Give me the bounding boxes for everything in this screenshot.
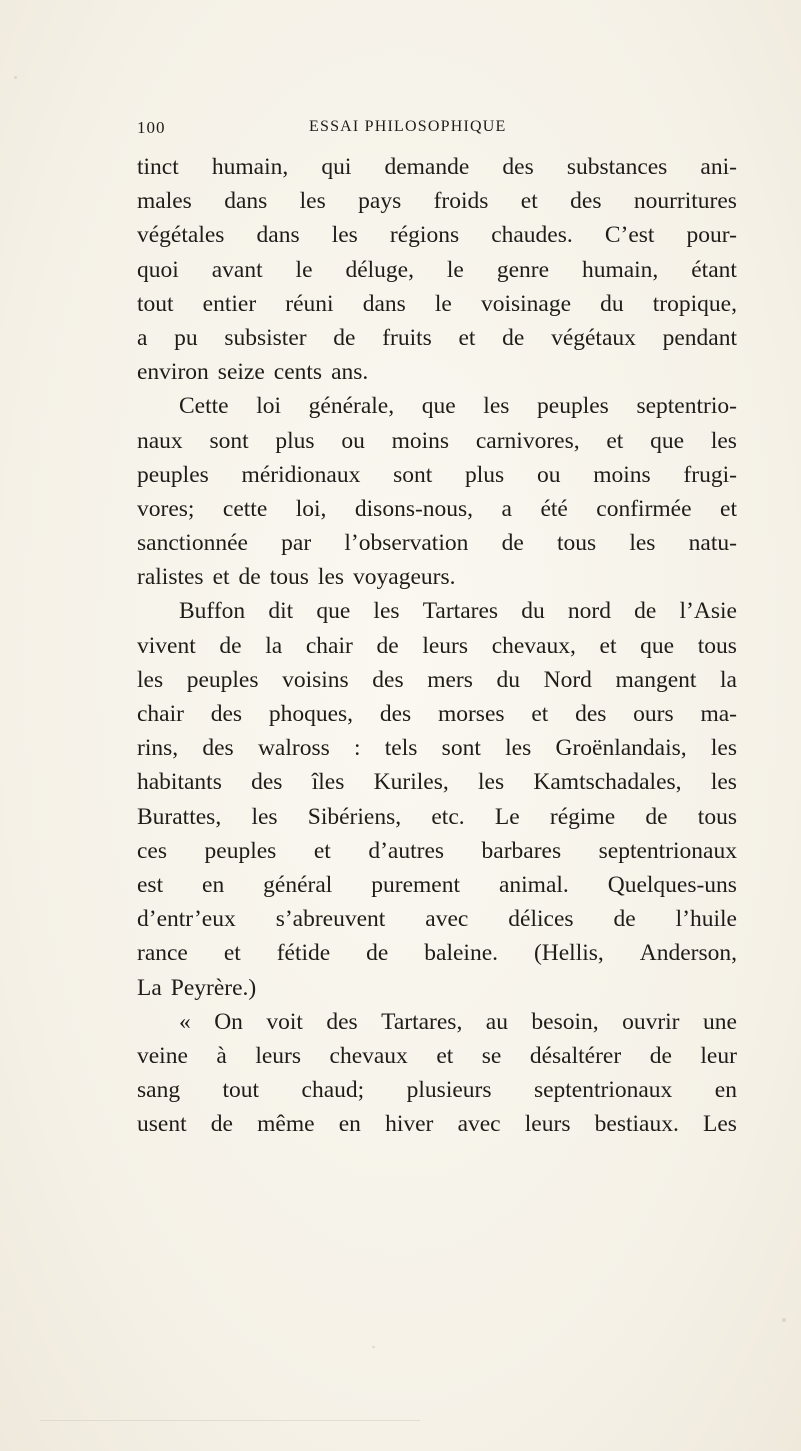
word: en — [338, 1111, 361, 1138]
word: des — [372, 666, 404, 693]
word: de — [333, 324, 356, 351]
word: et — [599, 632, 617, 659]
text-line — [137, 902, 737, 936]
word: et — [720, 495, 737, 522]
paper-speck — [14, 76, 17, 79]
word: en — [714, 1077, 737, 1104]
text-line — [137, 765, 737, 799]
word: les — [317, 564, 345, 591]
word: peuples — [204, 837, 277, 864]
word: ans. — [331, 359, 369, 386]
word: les — [137, 666, 164, 693]
word: Peyrère.) — [170, 974, 257, 1001]
word: méridionaux — [241, 461, 361, 488]
word: Anderson, — [639, 940, 737, 967]
word: : — [354, 735, 361, 762]
word: de — [502, 324, 525, 351]
word: usent — [137, 1111, 187, 1138]
word: voisinage — [480, 290, 572, 317]
word: C’est — [604, 222, 655, 249]
word: leurs — [422, 632, 469, 659]
text-line — [137, 424, 737, 458]
word: d’autres — [368, 837, 445, 864]
word: leurs — [255, 1042, 302, 1069]
word: à — [216, 1042, 227, 1069]
text-line — [137, 697, 737, 731]
word: tout — [222, 1077, 260, 1104]
page-number: 100 — [137, 118, 166, 137]
word: de — [634, 598, 657, 625]
word: le — [434, 290, 452, 317]
word: voisins — [282, 666, 349, 693]
paper-speck — [372, 1346, 375, 1348]
word: Cette — [179, 393, 229, 420]
word: leurs — [524, 1111, 571, 1138]
word: La — [137, 974, 162, 1001]
word: naux — [137, 427, 183, 454]
word: la — [720, 666, 737, 693]
word: de — [366, 940, 389, 967]
word: désaltérer — [529, 1042, 622, 1069]
word: purement — [371, 871, 461, 898]
word: habitants — [137, 769, 222, 796]
word: tout — [137, 290, 174, 317]
word: de — [613, 906, 636, 933]
word: walross — [257, 735, 330, 762]
word: sang — [137, 1077, 181, 1104]
text-line — [137, 868, 737, 902]
word: et — [606, 427, 624, 454]
word: Quelques-uns — [607, 871, 737, 898]
word: ralistes — [137, 564, 204, 591]
running-head: ESSAI PHILOSOPHIQUE — [309, 118, 507, 135]
word: dans — [256, 222, 300, 249]
word: leur — [700, 1042, 737, 1069]
word: même — [257, 1111, 315, 1138]
text-line — [137, 150, 737, 184]
word: d’entr’eux — [137, 906, 236, 933]
word: Sibériens, — [307, 803, 402, 830]
word: quoi — [137, 256, 179, 283]
word: sont — [209, 427, 249, 454]
word: septentrionaux — [533, 1077, 673, 1104]
word: seize — [217, 359, 265, 386]
word: végétales — [137, 222, 225, 249]
text-line — [137, 253, 737, 287]
word: ces — [137, 837, 168, 864]
word: etc. — [431, 803, 465, 830]
word: des — [502, 154, 534, 180]
word: fruits — [382, 324, 432, 351]
word: phoques, — [268, 701, 354, 727]
word: le — [295, 256, 313, 283]
word: les — [505, 735, 532, 762]
word: (Hellis, — [533, 940, 604, 967]
word: « — [179, 1008, 191, 1035]
word: ou — [341, 427, 365, 454]
word: peuples — [186, 666, 259, 693]
word: que — [316, 598, 351, 625]
text-line — [137, 458, 737, 492]
word: Groënlandais, — [555, 735, 687, 762]
word: de — [649, 1042, 672, 1069]
word: carnivores, — [475, 427, 580, 454]
word: Tartares, — [381, 1008, 463, 1035]
word: animal. — [498, 871, 569, 898]
word: ma- — [700, 701, 737, 727]
word: plus — [275, 427, 315, 454]
word: s’abreuvent — [275, 906, 386, 933]
word: genre — [496, 256, 549, 283]
word: tinct — [137, 154, 179, 180]
word: et — [531, 701, 549, 727]
word: été — [540, 495, 568, 522]
word: des — [202, 735, 234, 762]
word: des — [570, 188, 602, 215]
word: que — [421, 393, 456, 420]
body-text — [137, 150, 737, 1141]
word: nourritures — [633, 188, 737, 215]
word: ours — [633, 701, 674, 727]
word: mers — [427, 666, 473, 693]
text-line — [137, 218, 737, 252]
text-line — [137, 731, 737, 765]
word: les — [483, 393, 510, 420]
word: des — [575, 701, 607, 727]
word: Kuriles, — [373, 769, 449, 796]
word: les — [299, 188, 326, 215]
word: et — [223, 940, 241, 967]
word: tous — [556, 530, 597, 557]
word: végétaux — [551, 324, 636, 351]
word: les — [478, 769, 505, 796]
word: de — [210, 1111, 233, 1138]
word: bestiaux. — [594, 1111, 679, 1138]
text-line — [137, 629, 737, 663]
text-line — [137, 936, 737, 970]
word: de — [238, 564, 261, 591]
word: étant — [691, 256, 737, 283]
word: loi, — [295, 495, 327, 522]
word: que — [650, 427, 685, 454]
word: baleine. — [424, 940, 499, 967]
word: chaud; — [301, 1077, 365, 1104]
word: males — [137, 188, 192, 215]
text-line — [137, 1005, 737, 1039]
word: tous — [697, 632, 737, 659]
text-line — [137, 1107, 737, 1141]
word: se — [481, 1042, 502, 1069]
text-line — [137, 560, 737, 594]
word: voit — [266, 1008, 303, 1035]
word: besoin, — [531, 1008, 599, 1035]
word: rance — [137, 940, 188, 967]
word: tropique, — [652, 290, 737, 317]
word: générale, — [308, 393, 395, 420]
word: septentrionaux — [598, 837, 737, 864]
word: plus — [465, 461, 505, 488]
word: chevaux, — [491, 632, 576, 659]
text-line — [137, 1039, 737, 1073]
word: régime — [549, 803, 616, 830]
word: environ — [137, 359, 209, 386]
word: veine — [137, 1042, 188, 1069]
word: les — [710, 427, 737, 454]
word: barbares — [481, 837, 562, 864]
word: les — [251, 803, 278, 830]
word: Burattes, — [137, 803, 222, 830]
word: dit — [268, 598, 294, 625]
word: frugi- — [683, 461, 737, 488]
word: et — [436, 1042, 454, 1069]
word: dans — [224, 188, 268, 215]
word: les — [710, 735, 737, 762]
word: le — [446, 256, 464, 283]
word: général — [263, 871, 333, 898]
word: Tartares — [422, 598, 499, 625]
word: ouvrir — [622, 1008, 680, 1035]
word: humain, — [211, 154, 289, 180]
word: Nord — [543, 666, 592, 693]
word: nord — [567, 598, 611, 625]
word: natu- — [688, 530, 737, 557]
word: et — [458, 324, 476, 351]
word: l’huile — [675, 906, 737, 933]
word: une — [702, 1008, 737, 1035]
word: moins — [593, 461, 651, 488]
word: avant — [211, 256, 263, 283]
word: froids — [433, 188, 489, 215]
page-edge-shadow — [40, 1420, 420, 1421]
word: Buffon — [179, 598, 246, 625]
page-header — [137, 118, 677, 142]
text-line — [137, 526, 737, 560]
word: a — [501, 495, 512, 522]
word: et — [520, 188, 538, 215]
word: septentrio- — [636, 393, 737, 420]
word: du — [600, 290, 624, 317]
word: sanctionnée — [137, 530, 248, 557]
word: de — [219, 632, 242, 659]
word: que — [640, 632, 675, 659]
word: Les — [703, 1111, 737, 1138]
word: cette — [222, 495, 268, 522]
word: On — [214, 1008, 243, 1035]
word: chair — [305, 632, 353, 659]
text-line — [137, 184, 737, 218]
text-line — [137, 355, 737, 389]
word: les — [373, 598, 400, 625]
word: avec — [425, 906, 469, 933]
word: substances — [566, 154, 668, 180]
word: chaudes. — [491, 222, 573, 249]
text-line — [137, 1073, 737, 1107]
word: Kamtschadales, — [533, 769, 682, 796]
word: fétide — [276, 940, 331, 967]
word: au — [485, 1008, 508, 1035]
word: confirmée — [596, 495, 692, 522]
text-line — [137, 834, 737, 868]
word: les — [331, 222, 358, 249]
word: loi — [256, 393, 282, 420]
text-line — [137, 321, 737, 355]
text-line — [137, 492, 737, 526]
word: subsister — [224, 324, 307, 351]
word: qui — [321, 154, 352, 180]
word: peuples — [537, 393, 609, 420]
paper-speck — [782, 1318, 786, 1322]
word: de — [645, 803, 668, 830]
word: tous — [269, 564, 309, 591]
word: disons-nous, — [354, 495, 474, 522]
word: pu — [174, 324, 198, 351]
word: tels — [384, 735, 418, 762]
word: humain, — [581, 256, 659, 283]
text-line — [137, 971, 737, 1005]
text-line — [137, 389, 737, 423]
word: Le — [494, 803, 520, 830]
word: sont — [393, 461, 433, 488]
word: sont — [441, 735, 481, 762]
word: du — [496, 666, 520, 693]
word: morses — [437, 701, 505, 727]
word: chair — [137, 701, 184, 727]
word: plusieurs — [406, 1077, 492, 1104]
word: des — [379, 701, 412, 727]
word: pendant — [662, 324, 737, 351]
text-line — [137, 287, 737, 321]
word: de — [501, 530, 524, 557]
word: mangent — [615, 666, 697, 693]
word: et — [313, 837, 331, 864]
word: hiver — [385, 1111, 434, 1138]
word: des — [210, 701, 243, 727]
word: a — [137, 324, 148, 351]
word: ani- — [700, 154, 737, 180]
word: en — [202, 871, 225, 898]
word: des — [326, 1008, 358, 1035]
word: rins, — [137, 735, 179, 762]
word: les — [710, 769, 737, 796]
word: l’observation — [344, 530, 469, 557]
text-line — [137, 663, 737, 697]
word: dans — [362, 290, 406, 317]
word: pays — [358, 188, 402, 215]
word: délices — [508, 906, 574, 933]
word: pour- — [686, 222, 737, 249]
word: du — [521, 598, 545, 625]
word: déluge, — [345, 256, 414, 283]
word: peuples — [137, 461, 209, 488]
word: des — [251, 769, 283, 796]
word: et — [212, 564, 230, 591]
word: avec — [457, 1111, 501, 1138]
word: est — [137, 871, 164, 898]
word: régions — [389, 222, 460, 249]
word: l’Asie — [679, 598, 737, 625]
word: cents — [273, 359, 323, 386]
word: de — [376, 632, 399, 659]
word: ou — [536, 461, 561, 488]
word: chevaux — [329, 1042, 408, 1069]
word: vores; — [137, 495, 195, 522]
word: tous — [697, 803, 737, 830]
word: vivent — [137, 632, 196, 659]
word: îles — [311, 769, 345, 796]
word: les — [629, 530, 656, 557]
text-line — [137, 594, 737, 628]
word: entier — [202, 290, 257, 317]
word: moins — [391, 427, 450, 454]
word: réuni — [285, 290, 334, 317]
word: voyageurs. — [353, 564, 456, 591]
word: demande — [384, 154, 470, 180]
word: la — [265, 632, 283, 659]
word: par — [281, 530, 312, 557]
text-line — [137, 800, 737, 834]
